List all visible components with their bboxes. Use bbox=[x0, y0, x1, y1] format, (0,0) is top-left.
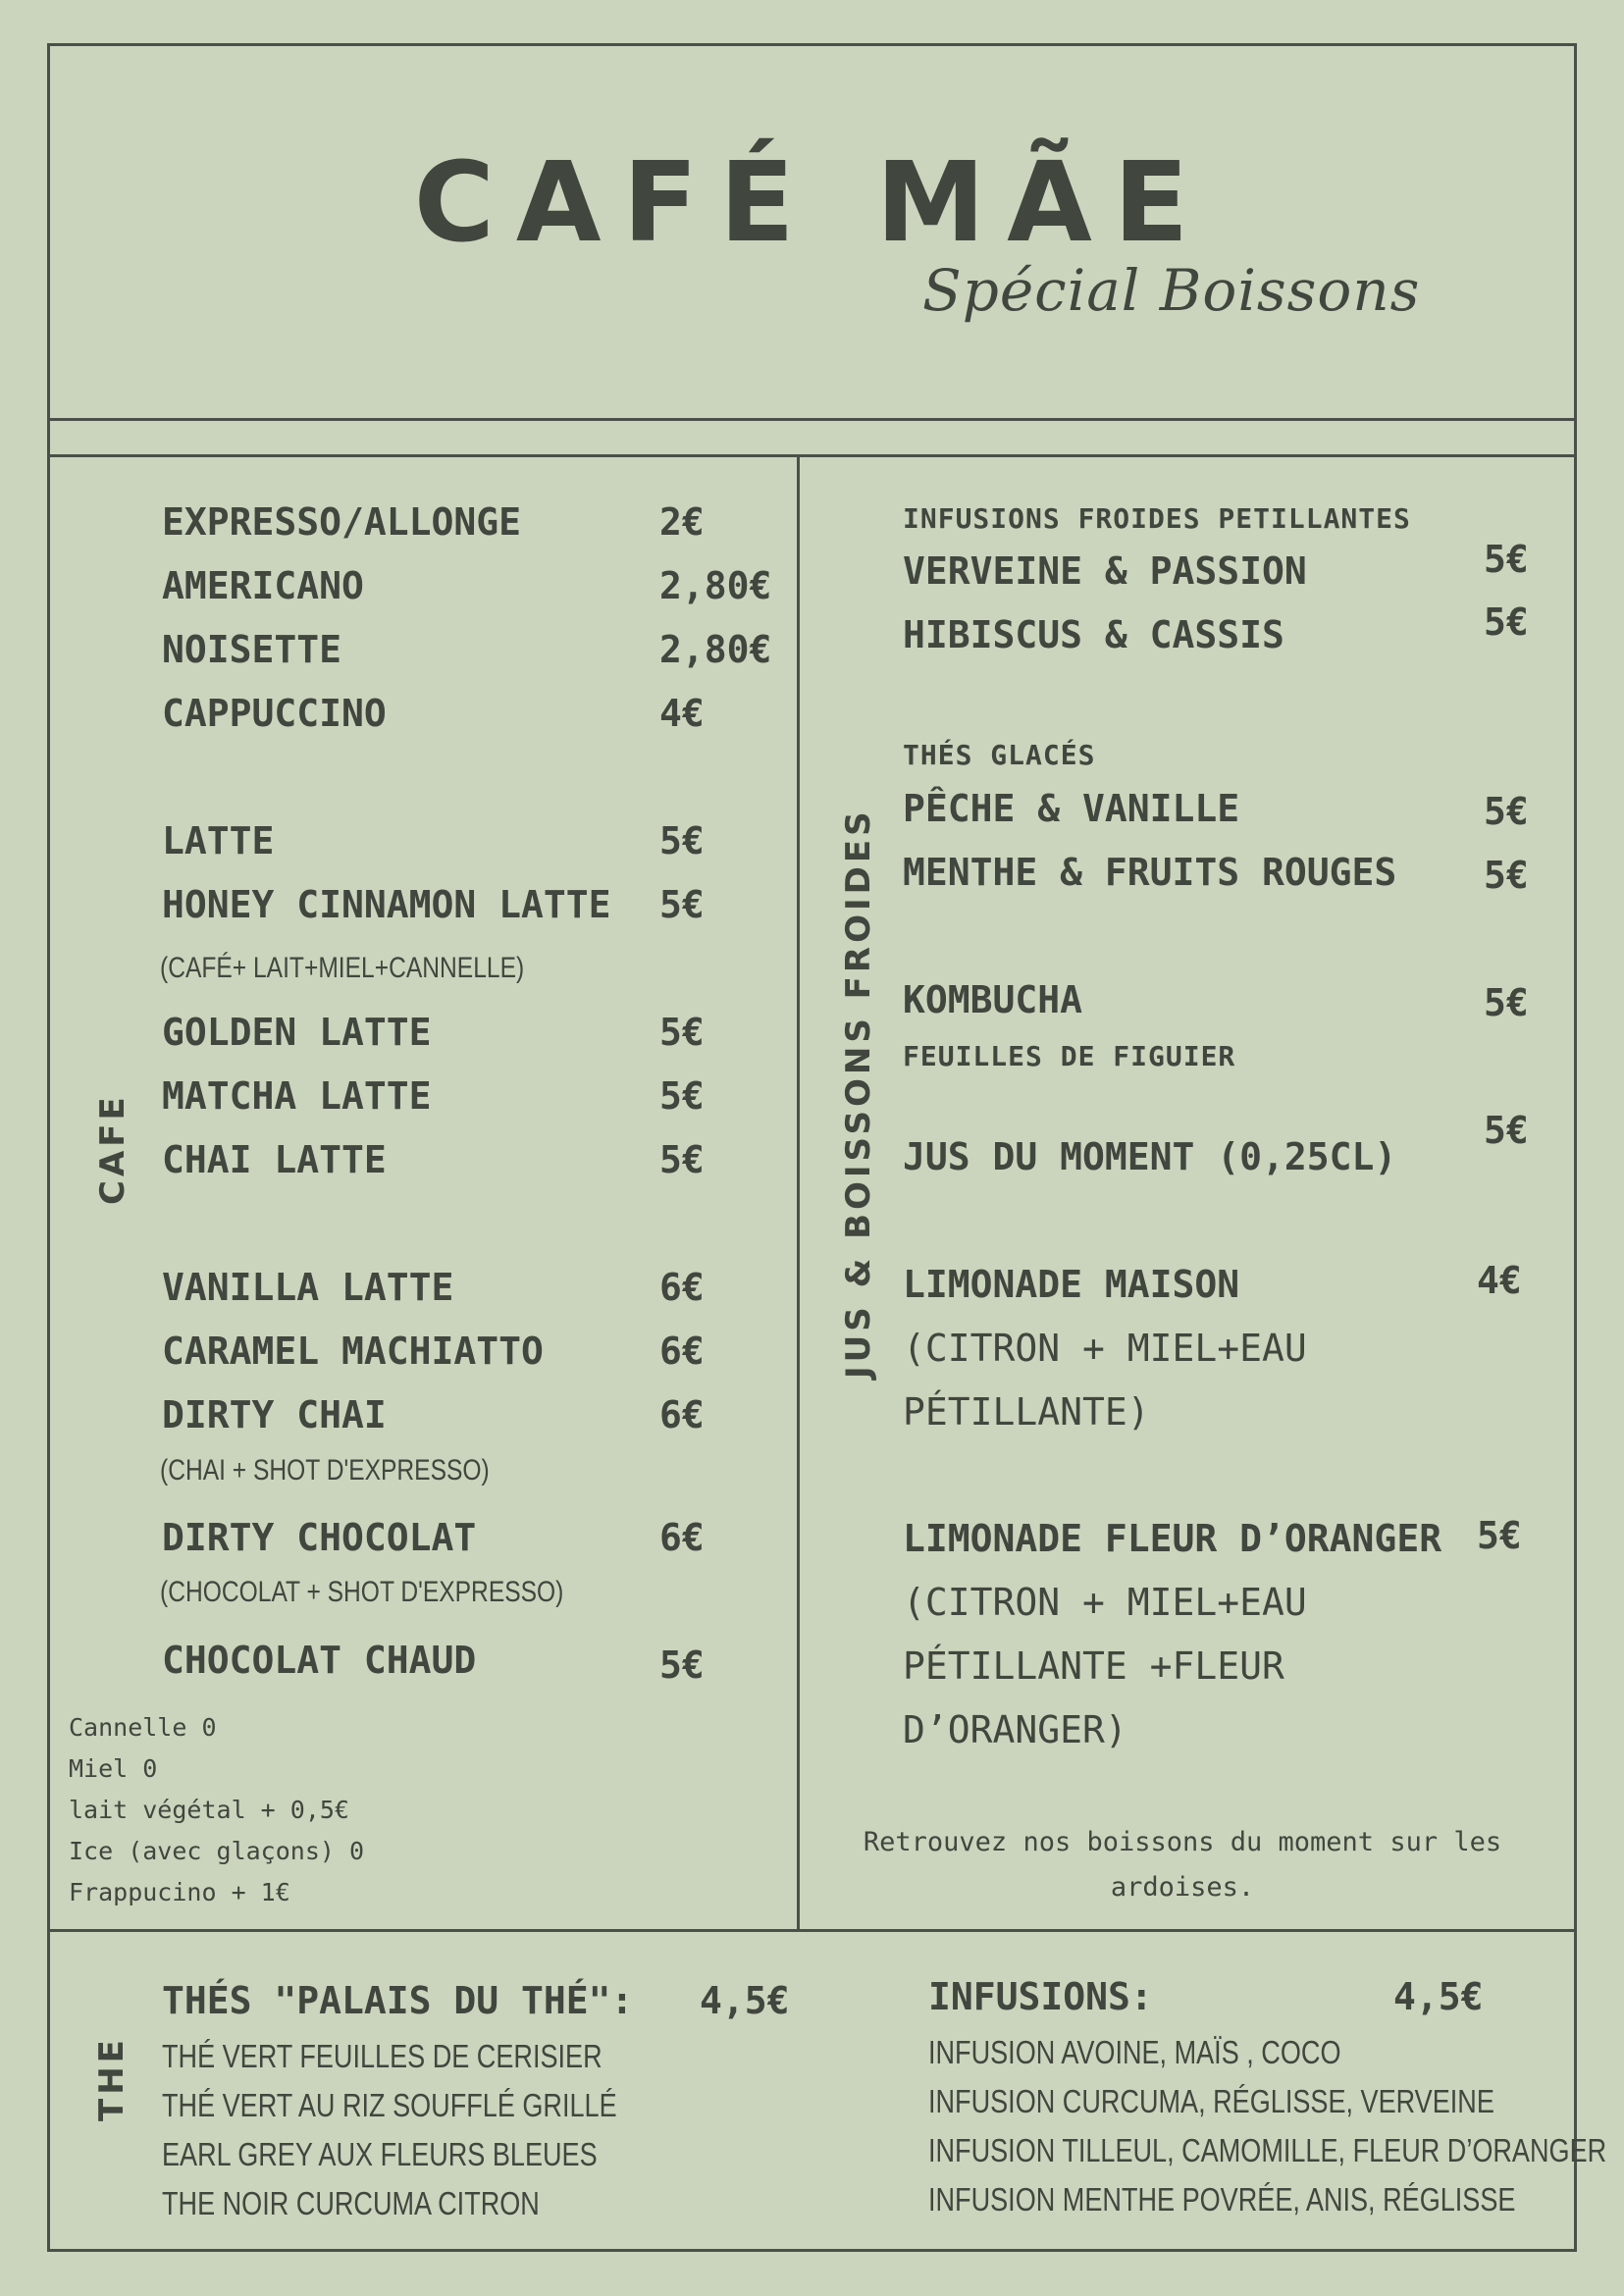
menu-item: AMERICANO bbox=[162, 564, 364, 607]
extra-option: Miel 0 bbox=[69, 1754, 158, 1783]
menu-item: LATTE bbox=[162, 819, 275, 862]
extra-option: Frappucino + 1€ bbox=[69, 1878, 290, 1906]
menu-title: CAFÉ MÃE bbox=[413, 139, 1211, 267]
menu-price: 5€ bbox=[659, 1138, 705, 1181]
tea-section-label: THE bbox=[92, 2036, 131, 2121]
section-heading: INFUSIONS FROIDES PETILLANTES bbox=[903, 502, 1411, 535]
menu-price: 4€ bbox=[659, 692, 705, 735]
menu-price: 5€ bbox=[1484, 600, 1529, 644]
tea-item: INFUSION MENTHE POVRÉE, ANIS, RÉGLISSE bbox=[928, 2181, 1516, 2218]
divider-line bbox=[47, 1929, 1577, 1932]
menu-price: 4,5€ bbox=[700, 1979, 790, 2022]
menu-item: LIMONADE MAISON bbox=[903, 1263, 1240, 1306]
menu-price: 5€ bbox=[659, 1011, 705, 1054]
footer-note: Retrouvez nos boissons du moment sur les ardoises. bbox=[863, 1827, 1502, 1903]
menu-item: MENTHE & FRUITS ROUGES bbox=[903, 851, 1397, 894]
tea-item: THÉ VERT AU RIZ SOUFFLÉ GRILLÉ bbox=[162, 2087, 617, 2123]
menu-item: CAPPUCCINO bbox=[162, 692, 387, 735]
menu-price: 6€ bbox=[659, 1516, 705, 1559]
menu-subtitle: Spécial Boissons bbox=[922, 257, 1421, 324]
menu-price: 4,5€ bbox=[1393, 1975, 1484, 2018]
menu-item: VERVEINE & PASSION bbox=[903, 549, 1307, 593]
item-description: PÉTILLANTE) bbox=[903, 1390, 1150, 1434]
divider-line bbox=[47, 418, 1577, 421]
menu-price: 5€ bbox=[659, 1644, 705, 1687]
item-note: (CAFÉ+ LAIT+MIEL+CANNELLE) bbox=[160, 952, 525, 984]
item-description: D’ORANGER) bbox=[903, 1708, 1127, 1751]
menu-price: 5€ bbox=[1477, 1514, 1522, 1557]
tea-item: INFUSION TILLEUL, CAMOMILLE, FLEUR D’ORANGER bbox=[928, 2132, 1607, 2168]
menu-price: 2,80€ bbox=[659, 628, 772, 671]
menu-price: 5€ bbox=[1484, 1109, 1529, 1152]
item-description: (CITRON + MIEL+EAU bbox=[903, 1581, 1307, 1624]
menu-item: DIRTY CHAI bbox=[162, 1393, 387, 1436]
divider-line bbox=[47, 454, 1577, 457]
section-heading: INFUSIONS: bbox=[928, 1975, 1153, 2018]
menu-item: CARAMEL MACHIATTO bbox=[162, 1330, 544, 1373]
menu-price: 6€ bbox=[659, 1393, 705, 1436]
section-heading: THÉS "PALAIS DU THÉ": bbox=[162, 1979, 634, 2022]
menu-price: 5€ bbox=[1484, 538, 1529, 581]
column-divider bbox=[797, 454, 800, 1931]
item-note: (CHAI + SHOT D'EXPRESSO) bbox=[160, 1454, 490, 1487]
menu-price: 5€ bbox=[1484, 981, 1529, 1024]
menu-item: KOMBUCHA bbox=[903, 978, 1083, 1021]
menu-item: LIMONADE FLEUR D’ORANGER bbox=[903, 1517, 1442, 1560]
menu-price: 2€ bbox=[659, 500, 705, 544]
tea-item: INFUSION CURCUMA, RÉGLISSE, VERVEINE bbox=[928, 2083, 1494, 2119]
cafe-section-label: CAFE bbox=[93, 1093, 132, 1205]
menu-item: PÊCHE & VANILLE bbox=[903, 787, 1240, 830]
tea-item: INFUSION AVOINE, MAÏS , COCO bbox=[928, 2034, 1341, 2070]
menu-price: 2,80€ bbox=[659, 564, 772, 607]
menu-price: 4€ bbox=[1477, 1259, 1522, 1302]
tea-item: THÉ VERT FEUILLES DE CERISIER bbox=[162, 2038, 602, 2074]
section-heading: THÉS GLACÉS bbox=[903, 739, 1096, 771]
menu-item: MATCHA LATTE bbox=[162, 1074, 432, 1118]
menu-price: 5€ bbox=[659, 819, 705, 862]
menu-price: 5€ bbox=[659, 883, 705, 926]
menu-price: 5€ bbox=[1484, 790, 1529, 833]
menu-item: CHAI LATTE bbox=[162, 1138, 387, 1181]
item-note: (CHOCOLAT + SHOT D'EXPRESSO) bbox=[160, 1576, 564, 1608]
tea-item: EARL GREY AUX FLEURS BLEUES bbox=[162, 2136, 598, 2172]
extra-option: lait végétal + 0,5€ bbox=[69, 1796, 349, 1824]
menu-item: NOISETTE bbox=[162, 628, 342, 671]
menu-item: GOLDEN LATTE bbox=[162, 1011, 432, 1054]
tea-item: THE NOIR CURCUMA CITRON bbox=[162, 2185, 540, 2221]
menu-item: DIRTY CHOCOLAT bbox=[162, 1516, 477, 1559]
menu-item: CHOCOLAT CHAUD bbox=[162, 1639, 477, 1682]
menu-item: JUS DU MOMENT (0,25CL) bbox=[903, 1135, 1397, 1178]
item-subtitle: FEUILLES DE FIGUIER bbox=[903, 1040, 1236, 1072]
cold-section-label: JUS & BOISSONS FROIDES bbox=[839, 808, 878, 1379]
extra-option: Ice (avec glaçons) 0 bbox=[69, 1837, 365, 1865]
menu-item: VANILLA LATTE bbox=[162, 1266, 454, 1309]
item-description: PÉTILLANTE +FLEUR bbox=[903, 1644, 1284, 1688]
menu-price: 5€ bbox=[659, 1074, 705, 1118]
item-description: (CITRON + MIEL+EAU bbox=[903, 1327, 1307, 1370]
menu-price: 5€ bbox=[1484, 854, 1529, 897]
menu-item: HONEY CINNAMON LATTE bbox=[162, 883, 611, 926]
extra-option: Cannelle 0 bbox=[69, 1713, 217, 1742]
menu-price: 6€ bbox=[659, 1330, 705, 1373]
menu-item: HIBISCUS & CASSIS bbox=[903, 613, 1284, 656]
menu-item: EXPRESSO/ALLONGE bbox=[162, 500, 522, 544]
menu-price: 6€ bbox=[659, 1266, 705, 1309]
